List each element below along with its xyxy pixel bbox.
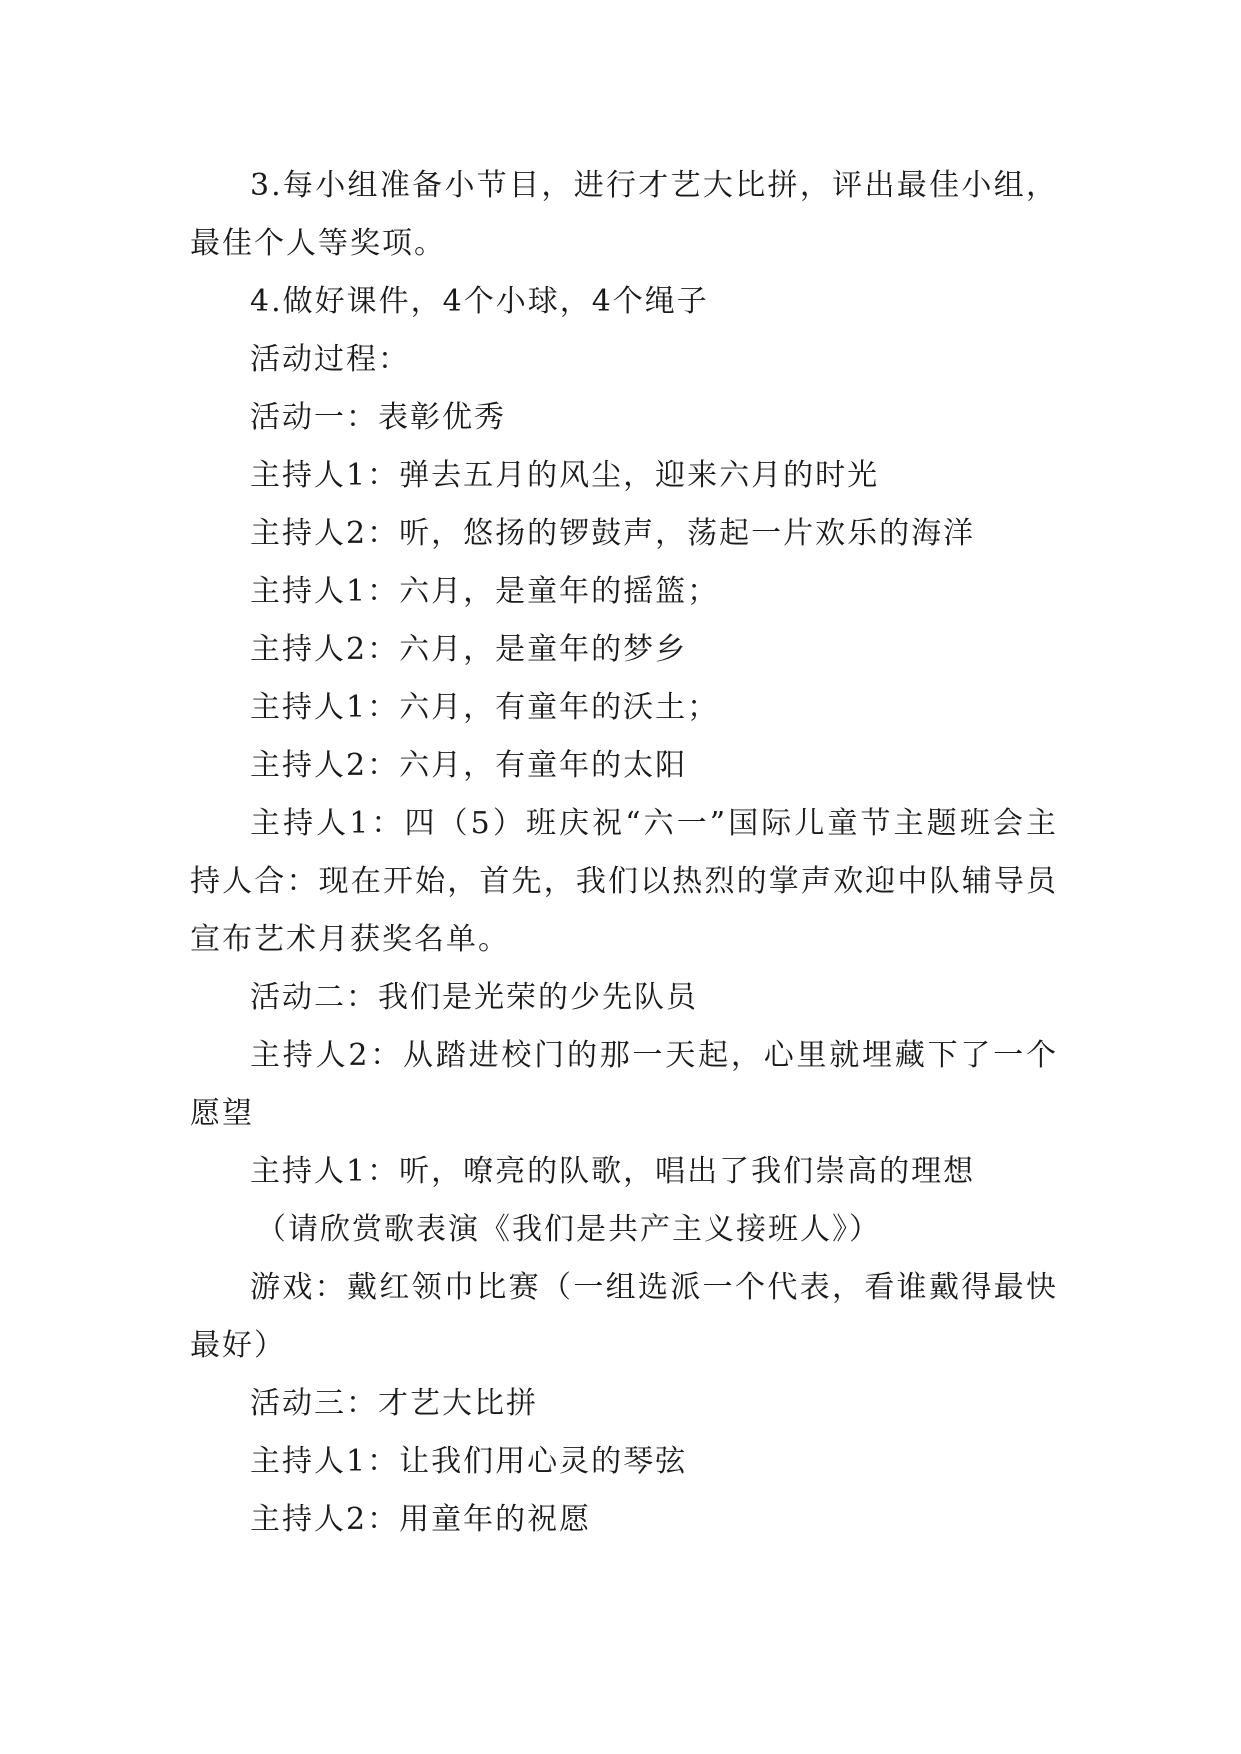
paragraph: 主持人1：弹去五月的风尘，迎来六月的时光 xyxy=(250,458,880,493)
paragraph: 主持人2：六月，是童年的梦乡 xyxy=(250,632,688,667)
paragraph: 主持人1：四（5）班庆祝“六一”国际儿童节主题班会主持人合：现在开始，首先，我们以热烈的掌声欢迎中队辅导员宣布艺术月获奖名单。 xyxy=(190,806,1058,957)
paragraph: 游戏：戴红领巾比赛（一组选派一个代表，看谁戴得最快最好） xyxy=(190,1270,1058,1363)
paragraph: 主持人1：六月，是童年的摇篮； xyxy=(250,574,720,609)
paragraph: 活动一：表彰优秀 xyxy=(250,400,506,435)
paragraph: 活动过程： xyxy=(250,342,410,377)
paragraph: 主持人2：六月，有童年的太阳 xyxy=(250,748,688,783)
paragraph: 活动二：我们是光荣的少先队员 xyxy=(250,980,698,1015)
paragraph: 主持人2：从踏进校门的那一天起，心里就埋藏下了一个愿望 xyxy=(190,1038,1058,1131)
paragraph: 4.做好课件，4个小球，4个绳子 xyxy=(250,284,709,319)
paragraph: 3.每小组准备小节目，进行才艺大比拼，评出最佳小组，最佳个人等奖项。 xyxy=(190,168,1058,261)
paragraph: 主持人2：听，悠扬的锣鼓声，荡起一片欢乐的海洋 xyxy=(250,516,976,551)
paragraph: 活动三：才艺大比拼 xyxy=(250,1386,538,1421)
paragraph: 主持人1：听，嘹亮的队歌，唱出了我们崇高的理想 xyxy=(250,1154,976,1189)
paragraph: 主持人1：六月，有童年的沃土； xyxy=(250,690,720,725)
paragraph: （请欣赏歌表演《我们是共产主义接班人》） xyxy=(256,1212,881,1247)
paragraph: 主持人1：让我们用心灵的琴弦 xyxy=(250,1444,688,1479)
paragraph: 主持人2：用童年的祝愿 xyxy=(250,1502,592,1537)
document-body xyxy=(190,157,1058,1549)
